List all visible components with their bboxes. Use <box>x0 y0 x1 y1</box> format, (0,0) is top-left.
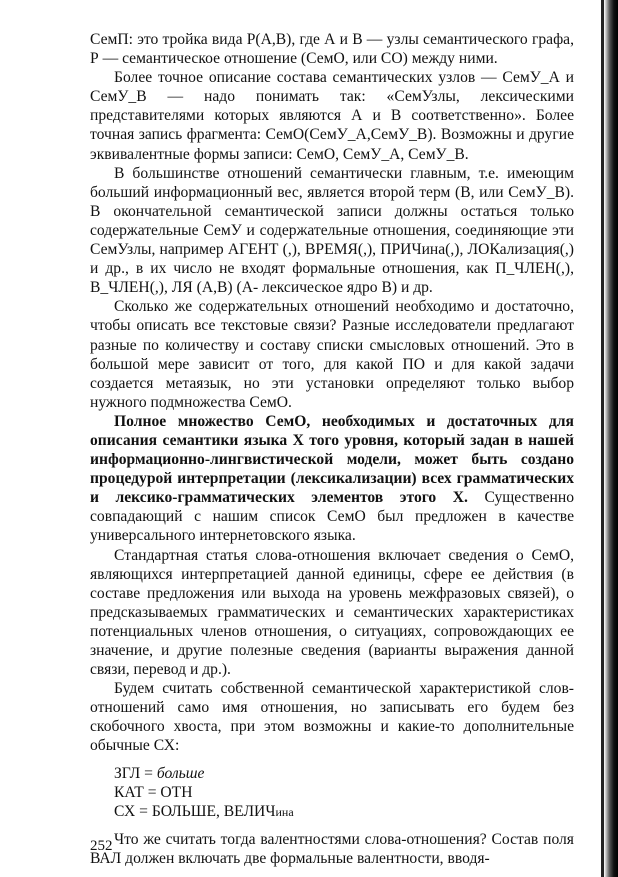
paragraph-1: СемП: это тройка вида Р(А,В), где А и В — узлы семантического графа, Р — семантическое отношение (СемО, или СО) между ними. <box>90 31 574 68</box>
page-number: 252 <box>90 838 113 854</box>
formula-line-sx: СХ = БОЛЬШЕ, ВЕЛИЧина <box>114 802 294 820</box>
paragraph-2: Более точное описание состава семантических узлов — СемУ_А и СемУ_В — надо понимать так: «СемУзлы, лексическими представителями которых являются А и В соответственно». Более точная запись фрагмента: СемО(СемУ_А,СемУ_В). Возможны и другие эквивалентные формы записи: СемО, СемУ_А, СемУ_В. <box>90 69 574 163</box>
formula-line-zgl: ЗГЛ = больше <box>114 764 205 782</box>
paragraph-6: Стандартная статья слова-отношения включает сведения о СемО, являющихся интерпретацией данной единицы, сфере ее действия (в составе предложения или выхода на уровень межфразовых связей), о предсказываемых грамматических и семантических характеристиках потенциальных членов отношения, о ситуациях, сопровождающих ее значение, и другие полезные сведения (варианты выражения данной связи, перевод и др.). <box>90 546 574 679</box>
paragraph-5 <box>90 412 574 546</box>
paragraph-4: Сколько же содержательных отношений необходимо и достаточно, чтобы описать все текстовые связи? Разные исследователи предлагают разные по количеству и составу списки смысловых отношений. Это в большой мере зависит от того, для какой ПО и для какой задачи создается метаязык, но эти установки определяют только выбор нужного подмножества СемО. <box>90 298 574 411</box>
paragraph-8: Что же считать тогда валентностями слова-отношения? Состав поля ВАЛ должен включать две формальные валентности, вводя- <box>90 830 574 867</box>
formula-block <box>114 764 574 822</box>
formula-line-kat: КАТ = ОТН <box>114 783 193 801</box>
page-binding-edge <box>604 0 618 877</box>
page-text <box>90 30 574 868</box>
paragraph-5-rest: Существенно совпадающий с нашим список СемО был предложен в качестве универсального интернетовского языка. <box>90 489 574 545</box>
paragraph-3: В большинстве отношений семантически главным, т.е. имеющим больший информационный вес, является второй терм (В, или СемУ_В). В окончательной семантической записи должны остаться только содержательные СемУ и содержательные отношения, соединяющие эти СемУзлы, например АГЕНТ (,), ВРЕМЯ(,), ПРИЧина(,), ЛОКализация(,) и др., в их число не входят формальные отношения, как П_ЧЛЕН(,), В_ЧЛЕН(,), ЛЯ (А,В) (А- лексическое ядро В) и др. <box>90 164 574 297</box>
paragraph-5-bold: Полное множество СемО, необходимых и достаточных для описания семантики языка X того уровня, который задан в нашей информационно-лингвистической модели, может быть создано процедурой интерпретации (лексикализации) всех грамматических и лексико-грамматических элементов этого X. <box>90 412 574 507</box>
paragraph-7: Будем считать собственной семантической характеристикой слов-отношений само имя отношения, но записывать его будем без скобочного хвоста, при этом возможны и какие-то дополнительные обычные СХ: <box>90 680 574 755</box>
